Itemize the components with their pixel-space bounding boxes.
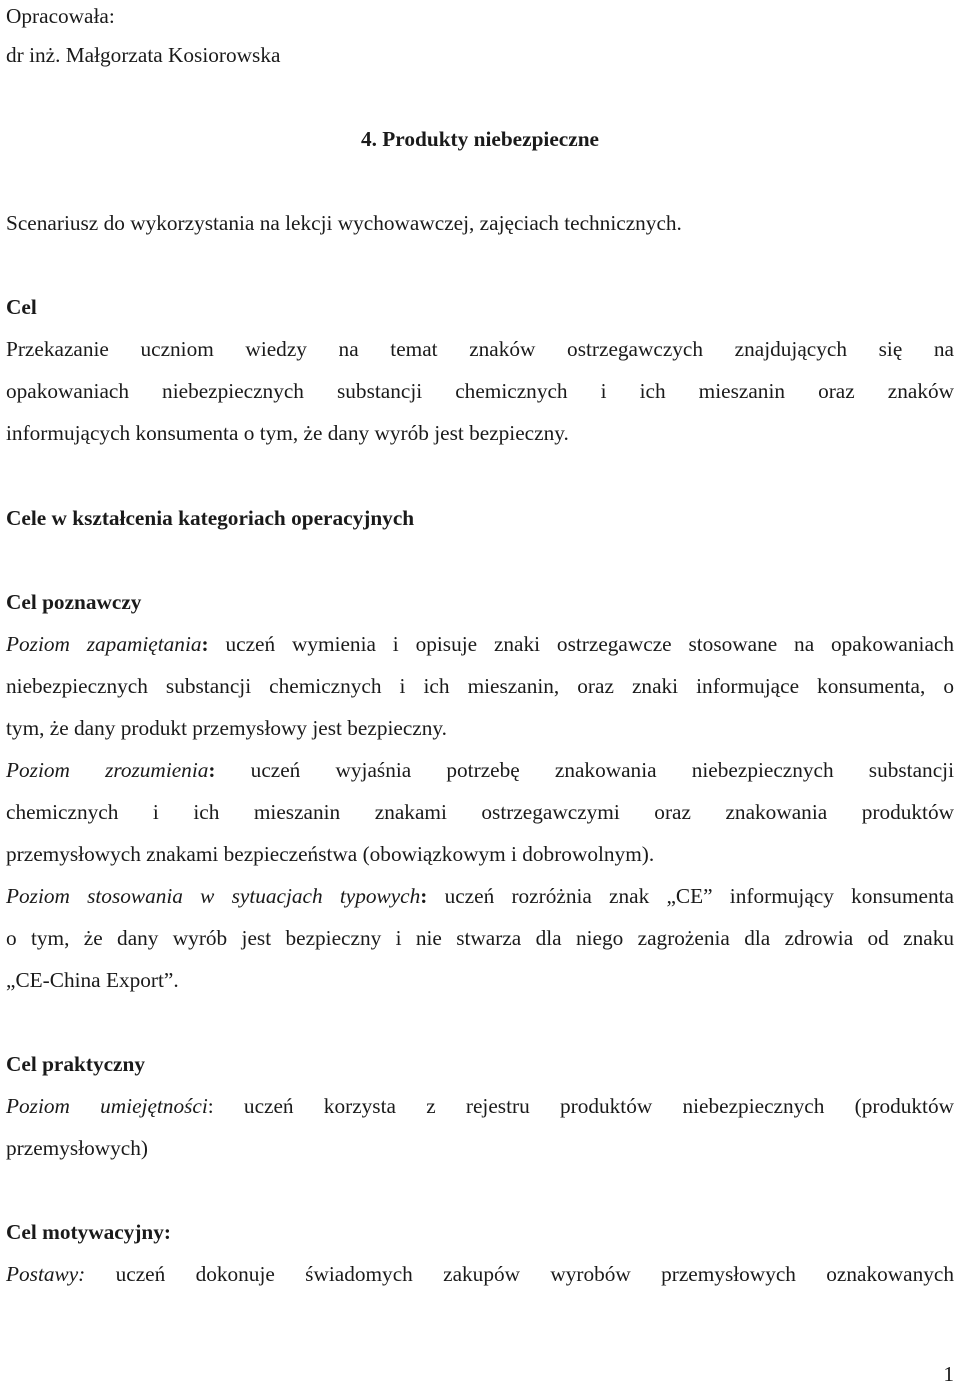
memorize-line-2: niebezpiecznych substancji chemicznych i ich mieszanin, oraz znaki informujące konsumenta, o bbox=[6, 674, 954, 698]
motivational-heading: Cel motywacyjny: bbox=[6, 1220, 172, 1244]
understand-text-1: uczeń wyjaśnia potrzebę znakowania niebezpiecznych substancji bbox=[215, 758, 954, 782]
scenario-text: Scenariusz do wykorzystania na lekcji wychowawczej, zajęciach technicznych. bbox=[6, 211, 682, 235]
practical-heading: Cel praktyczny bbox=[6, 1052, 146, 1076]
apply-line-3: „CE-China Export”. bbox=[6, 968, 179, 992]
memorize-term: Poziom zapamiętania bbox=[6, 632, 202, 656]
operational-heading: Cele w kształcenia kategoriach operacyjnych bbox=[6, 506, 415, 530]
apply-line-2: o tym, że dany wyrób jest bezpieczny i nie stwarza dla niego zagrożenia dla zdrowia od znaku bbox=[6, 926, 954, 950]
apply-colon: : bbox=[420, 884, 428, 908]
apply-term: Poziom stosowania w sytuacjach typowych bbox=[6, 884, 421, 908]
practical-term: Poziom umiejętności bbox=[6, 1094, 208, 1118]
practical-line-1 bbox=[6, 1096, 954, 1117]
goal-line-3: informujących konsumenta o tym, że dany wyrób jest bezpieczny. bbox=[6, 421, 569, 445]
understand-line-1 bbox=[6, 760, 954, 781]
motivational-term: Postawy: bbox=[6, 1262, 86, 1286]
understand-line-2: chemicznych i ich mieszanin znakami ostrzegawczymi oraz znakowania produktów bbox=[6, 800, 954, 824]
goal-heading: Cel bbox=[6, 295, 37, 319]
practical-line-2: przemysłowych) bbox=[6, 1136, 148, 1160]
memorize-line-1 bbox=[6, 634, 954, 655]
understand-colon: : bbox=[208, 758, 216, 782]
motivational-text-1: uczeń dokonuje świadomych zakupów wyrobów przemysłowych oznakowanych bbox=[85, 1262, 954, 1286]
understand-term: Poziom zrozumienia bbox=[6, 758, 209, 782]
cognitive-heading: Cel poznawczy bbox=[6, 590, 142, 614]
memorize-line-3: tym, że dany produkt przemysłowy jest bezpieczny. bbox=[6, 716, 447, 740]
apply-line-1 bbox=[6, 886, 954, 907]
practical-text-1: : uczeń korzysta z rejestru produktów niebezpiecznych (produktów bbox=[207, 1094, 954, 1118]
goal-line-1: Przekazanie uczniom wiedzy na temat znaków ostrzegawczych znajdujących się na bbox=[6, 337, 954, 361]
understand-line-3: przemysłowych znakami bezpieczeństwa (obowiązkowym i dobrowolnym). bbox=[6, 842, 655, 866]
memorize-colon: : bbox=[201, 632, 209, 656]
motivational-line-1 bbox=[6, 1264, 954, 1285]
document-title: 4. Produkty niebezpieczne bbox=[361, 127, 599, 151]
author-name: dr inż. Małgorzata Kosiorowska bbox=[6, 43, 281, 67]
apply-text-1: uczeń rozróżnia znak „CE” informujący konsumenta bbox=[427, 884, 954, 908]
page-number: 1 bbox=[943, 1362, 954, 1386]
goal-line-2: opakowaniach niebezpiecznych substancji chemicznych i ich mieszanin oraz znaków bbox=[6, 379, 954, 403]
author-label: Opracowała: bbox=[6, 4, 115, 28]
memorize-text-1: uczeń wymienia i opisuje znaki ostrzegawcze stosowane na opakowaniach bbox=[208, 632, 954, 656]
